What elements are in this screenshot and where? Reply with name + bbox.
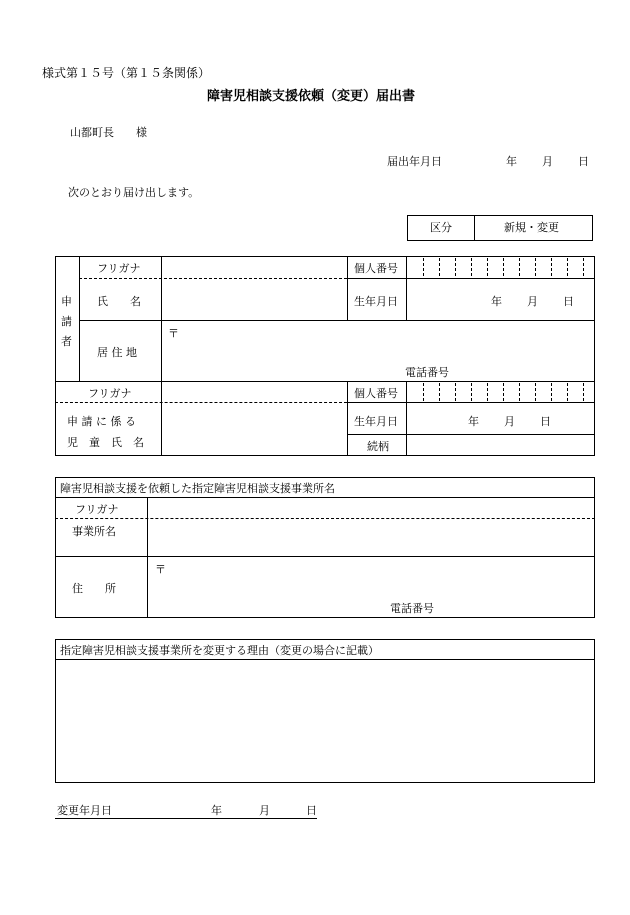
reason-textarea[interactable] — [57, 661, 593, 781]
applicant-section-label-2: 請 — [61, 315, 72, 328]
applicant-birth-year-unit: 年 — [491, 295, 502, 308]
addressee: 山都町長 様 — [70, 126, 147, 139]
child-birth-month-unit: 月 — [504, 415, 515, 428]
reason-header: 指定障害児相談支援事業所を変更する理由（変更の場合に記載） — [60, 644, 379, 657]
divider — [347, 256, 348, 321]
divider — [347, 434, 595, 435]
change-day-unit: 日 — [306, 804, 317, 817]
postal-mark: 〒 — [155, 563, 166, 576]
child-furigana-label: フリガナ — [88, 387, 132, 400]
applicant-address-label: 居 住 地 — [97, 346, 137, 359]
divider — [55, 659, 595, 660]
applicant-birth-month-unit: 月 — [527, 295, 538, 308]
applicant-personal-number-label: 個人番号 — [354, 262, 398, 275]
notify-month-unit: 月 — [542, 155, 553, 168]
applicant-furigana-input[interactable] — [163, 258, 345, 277]
change-month-input[interactable] — [222, 800, 256, 817]
page-title: 障害児相談支援依頼（変更）届出書 — [207, 89, 416, 104]
office-furigana-label: フリガナ — [75, 503, 119, 516]
divider — [55, 556, 595, 557]
divider — [474, 215, 475, 241]
postal-mark: 〒 — [168, 327, 179, 340]
divider — [347, 402, 595, 403]
intro-text: 次のとおり届け出します。 — [68, 186, 200, 199]
child-name-label-line2: 児 童 氏 名 — [67, 436, 144, 449]
change-year-unit: 年 — [211, 804, 222, 817]
office-address-label: 住 所 — [72, 582, 116, 595]
divider — [147, 497, 148, 618]
applicant-section-label-3: 者 — [61, 335, 72, 348]
applicant-furigana-label: フリガナ — [97, 262, 141, 275]
change-date-label: 変更年月日 — [57, 804, 112, 817]
applicant-personal-number-input[interactable] — [408, 258, 593, 277]
child-relationship-label: 続柄 — [367, 440, 389, 453]
office-furigana-input[interactable] — [149, 499, 593, 517]
notify-date-label: 届出年月日 — [387, 155, 442, 168]
change-date-underline — [55, 818, 317, 819]
divider — [79, 320, 595, 321]
applicant-name-label: 氏 名 — [97, 295, 141, 308]
change-day-input[interactable] — [270, 800, 304, 817]
child-relationship-input[interactable] — [408, 436, 593, 454]
divider — [347, 381, 348, 456]
child-personal-number-label: 個人番号 — [354, 387, 398, 400]
child-birth-day-unit: 日 — [540, 415, 551, 428]
divider — [347, 278, 595, 279]
office-name-input[interactable] — [149, 520, 593, 555]
classification-select[interactable]: 新規・変更 — [504, 221, 559, 234]
applicant-phone-input[interactable] — [458, 362, 593, 380]
dashed-divider — [55, 402, 347, 403]
applicant-birthdate-label: 生年月日 — [354, 295, 398, 308]
child-name-input[interactable] — [163, 404, 345, 454]
divider — [406, 256, 407, 321]
divider — [79, 256, 80, 381]
child-birth-year-unit: 年 — [468, 415, 479, 428]
applicant-birth-day-unit: 日 — [563, 295, 574, 308]
office-header: 障害児相談支援を依頼した指定障害児相談支援事業所名 — [60, 482, 335, 495]
notify-year-unit: 年 — [506, 155, 517, 168]
applicant-phone-label: 電話番号 — [405, 366, 449, 379]
divider — [55, 381, 595, 382]
child-name-label-line1: 申 請 に 係 る — [67, 415, 136, 428]
child-birthdate-input[interactable] — [408, 404, 593, 433]
applicant-name-input[interactable] — [163, 280, 345, 319]
notify-day-input[interactable] — [552, 150, 576, 170]
classification-label: 区分 — [430, 221, 452, 234]
dashed-divider — [55, 518, 595, 519]
divider — [406, 381, 407, 456]
applicant-birthdate-input[interactable] — [408, 280, 593, 319]
divider — [161, 256, 162, 456]
change-month-unit: 月 — [259, 804, 270, 817]
notify-year-input[interactable] — [446, 150, 494, 170]
form-number: 様式第１５号（第１５条関係） — [42, 66, 211, 80]
office-name-label: 事業所名 — [72, 525, 116, 538]
change-year-input[interactable] — [130, 800, 208, 817]
office-address-input[interactable] — [170, 558, 593, 596]
applicant-section-label-1: 申 — [61, 295, 72, 308]
notify-month-input[interactable] — [516, 150, 540, 170]
office-phone-input[interactable] — [443, 598, 593, 616]
child-personal-number-input[interactable] — [408, 383, 593, 401]
notify-day-unit: 日 — [578, 155, 589, 168]
child-birthdate-label: 生年月日 — [354, 415, 398, 428]
dashed-divider — [79, 278, 347, 279]
applicant-address-input[interactable] — [180, 322, 593, 362]
divider — [55, 497, 595, 498]
office-phone-label: 電話番号 — [390, 602, 434, 615]
child-furigana-input[interactable] — [163, 383, 345, 401]
